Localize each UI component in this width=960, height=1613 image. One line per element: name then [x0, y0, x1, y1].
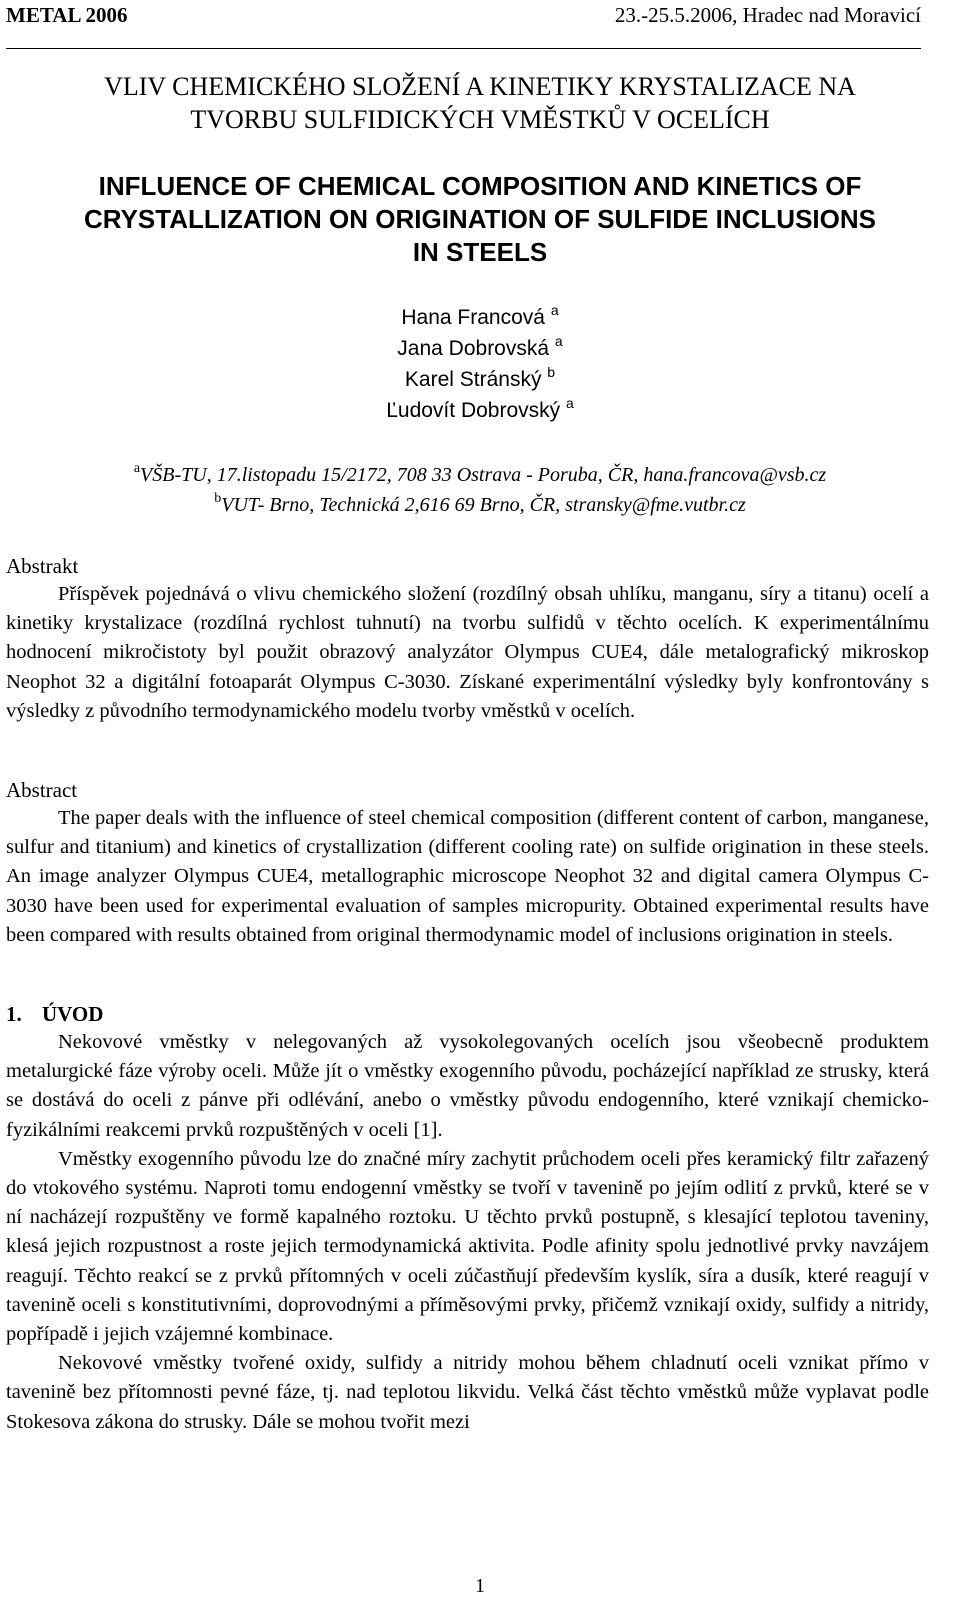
intro-body	[6, 1028, 929, 1437]
title-czech	[0, 70, 960, 136]
section-heading-intro	[6, 1000, 103, 1028]
title-english-line: CRYSTALLIZATION ON ORIGINATION OF SULFIDE INCLUSIONS	[83, 204, 876, 234]
abstract-body	[6, 804, 929, 950]
conference-name: METAL 2006	[6, 3, 128, 27]
author-list	[0, 302, 960, 426]
author-name: Karel Stránský	[404, 368, 542, 391]
author-affil-mark: a	[565, 395, 574, 411]
author-name: Ľudovít Dobrovský	[386, 399, 561, 422]
author-affil-mark: b	[547, 364, 556, 380]
section-title: ÚVOD	[42, 1002, 104, 1026]
affiliation-mark: a	[133, 461, 141, 476]
affiliation-text: VŠB-TU, 17.listopadu 15/2172, 708 33 Ostrava - Poruba, ČR, hana.francova@vsb.cz	[140, 464, 827, 486]
abstrakt-heading: Abstrakt	[6, 554, 79, 578]
abstract-heading: Abstract	[6, 778, 78, 802]
author-name: Hana Francová	[401, 306, 545, 329]
affiliations	[0, 460, 960, 520]
affiliation	[0, 460, 960, 490]
abstrakt-paragraph: Příspěvek pojednává o vlivu chemického složení (rozdílný obsah uhlíku, manganu, síry a titanu) ocelí a kinetiky krystalizace (rozdílná rychlost tuhnutí) na tvorbu sulfidů v těchto ocelích. K experimentálnímu hodnocení mikročistoty byl použit obrazový analyzátor Olympus CUE4, dále metalografický mikroskop Neophot 32 a digitální fotoaparát Olympus C-3030. Získané experimentální výsledky byly konfrontovány s výsledky z původního termodynamického modelu tvorby vměstků v ocelích.	[6, 583, 929, 722]
intro-paragraph: Vměstky exogenního původu lze do značné míry zachytit průchodem oceli přes keramický filtr zařazený do vtokového systému. Naproti tomu endogenní vměstky se tvoří v tavenině po jejím odlití z prvků, které se v ní nacházejí rozpuštěny ve formě kapalného roztoku. U těchto prvků postupně, s klesající teplotou taveniny, klesá jejich rozpustnost a roste jejich termodynamická aktivita. Podle afinity spolu jednotlivé prvky navzájem reagují. Těchto reakcí se z prvků přítomných v oceli zúčastňují především kyslík, síra a dusík, které reagují v tavenině oceli s konstitutivními, doprovodnými a příměsovými prvky, přičemž vznikají oxidy, sulfidy a nitridy, popřípadě i jejich vzájemné kombinace.	[6, 1147, 929, 1346]
title-english-line: IN STEELS	[412, 237, 548, 267]
affiliation-text: VUT- Brno, Technická 2,616 69 Brno, ČR, stransky@fme.vutbr.cz	[221, 494, 746, 516]
abstrakt-body	[6, 580, 929, 726]
affiliation	[0, 490, 960, 520]
title-czech-line: VLIV CHEMICKÉHO SLOŽENÍ A KINETIKY KRYSTALIZACE NA	[104, 72, 856, 101]
conference-date-place: 23.-25.5.2006, Hradec nad Moravicí	[614, 3, 921, 27]
author	[0, 333, 960, 364]
page-number: 1	[475, 1575, 485, 1597]
intro-paragraph: Nekovové vměstky v nelegovaných až vysokolegovaných ocelích jsou všeobecně produktem metalurgické fáze výroby oceli. Může jít o vměstky exogenního původu, pocházející například ze strusky, která se dostává do oceli z pánve při odlévání, anebo o vměstky původu endogenního, které vznikají chemicko-fyzikálními reakcemi prvků rozpuštěných v oceli [1].	[6, 1031, 929, 1141]
title-czech-line: TVORBU SULFIDICKÝCH VMĚSTKŮ V OCELÍCH	[190, 105, 770, 134]
author	[0, 364, 960, 395]
running-header	[6, 2, 921, 38]
header-rule	[6, 48, 921, 49]
intro-paragraph: Nekovové vměstky tvořené oxidy, sulfidy a nitridy mohou během chladnutí oceli vznikat přímo v tavenině bez přítomnosti pevné fáze, tj. nad teplotou likvidu. Velká část těchto vměstků může vyplavat podle Stokesova zákona do strusky. Dále se mohou tvořit mezi	[6, 1352, 929, 1433]
section-number: 1.	[6, 1002, 22, 1026]
title-english-line: INFLUENCE OF CHEMICAL COMPOSITION AND KINETICS OF	[98, 171, 862, 201]
author-name: Jana Dobrovská	[397, 337, 550, 360]
affiliation-mark: b	[214, 491, 222, 506]
abstract-paragraph: The paper deals with the influence of steel chemical composition (different content of carbon, manganese, sulfur and titanium) and kinetics of crystallization (different cooling rate) on sulfide origination in these steels. An image analyzer Olympus CUE4, metallographic microscope Neophot 32 and digital camera Olympus C-3030 have been used for experimental evaluation of samples micropurity. Obtained experimental results have been compared with results obtained from original thermodynamic model of inclusions origination in steels.	[6, 807, 929, 946]
title-english	[0, 170, 960, 269]
author-affil-mark: a	[554, 333, 563, 349]
author-affil-mark: a	[550, 302, 559, 318]
author	[0, 395, 960, 426]
author	[0, 302, 960, 333]
